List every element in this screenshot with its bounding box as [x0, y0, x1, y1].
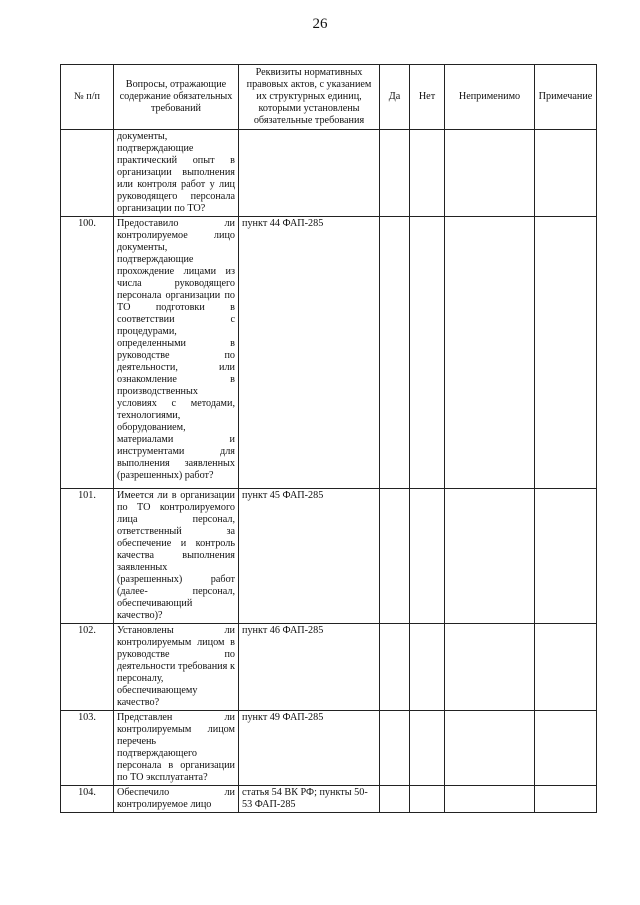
cell-no: [410, 130, 445, 217]
cell-yes: [380, 624, 410, 711]
row-num: [61, 130, 114, 217]
table-row: [61, 130, 597, 217]
row-num: 104.: [61, 786, 114, 813]
row-num: 101.: [61, 489, 114, 624]
cell-yes: [380, 489, 410, 624]
row-reference: пункт 46 ФАП-285: [239, 624, 380, 711]
col-header-question: Вопросы, отражающие содержание обязательных требований: [114, 65, 239, 130]
cell-note: [535, 489, 597, 624]
row-question: Представлен ли контролируемым лицом перечень подтверждающего персонала в организации по ТО эксплуатанта?: [114, 711, 239, 786]
col-header-note: Примечание: [535, 65, 597, 130]
cell-not-applicable: [445, 130, 535, 217]
table-row: [61, 786, 597, 813]
row-reference: [239, 130, 380, 217]
table-row: [61, 711, 597, 786]
cell-no: [410, 711, 445, 786]
table-row: [61, 624, 597, 711]
row-num: 100.: [61, 217, 114, 489]
row-reference: пункт 49 ФАП-285: [239, 711, 380, 786]
cell-yes: [380, 130, 410, 217]
cell-note: [535, 624, 597, 711]
cell-yes: [380, 786, 410, 813]
col-header-yes: Да: [380, 65, 410, 130]
cell-not-applicable: [445, 489, 535, 624]
cell-not-applicable: [445, 786, 535, 813]
cell-no: [410, 786, 445, 813]
table-row: [61, 217, 597, 489]
row-num: 102.: [61, 624, 114, 711]
cell-note: [535, 711, 597, 786]
cell-yes: [380, 217, 410, 489]
row-question: Установлены ли контролируемым лицом в руководстве по деятельности требования к персоналу, обеспечивающему качество?: [114, 624, 239, 711]
col-header-no: Нет: [410, 65, 445, 130]
cell-not-applicable: [445, 711, 535, 786]
cell-no: [410, 217, 445, 489]
cell-no: [410, 489, 445, 624]
row-reference: статья 54 ВК РФ; пункты 50-53 ФАП-285: [239, 786, 380, 813]
row-question: Обеспечило ли контролируемое лицо: [114, 786, 239, 813]
col-header-num: № п/п: [61, 65, 114, 130]
row-question: документы, подтверждающие практический опыт в организации выполнения или контроля работ у лиц руководящего персонала организации по ТО?: [114, 130, 239, 217]
cell-not-applicable: [445, 624, 535, 711]
cell-note: [535, 217, 597, 489]
row-reference: пункт 44 ФАП-285: [239, 217, 380, 489]
row-reference: пункт 45 ФАП-285: [239, 489, 380, 624]
requirements-table: [60, 64, 597, 813]
col-header-not-applicable: Неприменимо: [445, 65, 535, 130]
cell-no: [410, 624, 445, 711]
cell-note: [535, 130, 597, 217]
row-question: Предоставило ли контролируемое лицо документы, подтверждающие прохождение лицами из числа руководящего персонала организации по ТО подготовки в соответствии с процедурами, определенными в руководстве по деятельности, или ознакомление в производственных условиях с методами, технологиями, оборудованием, материалами и инструментами для выполнения заявленных (разрешенных) работ?: [114, 217, 239, 489]
table-row: [61, 489, 597, 624]
table-header-row: [61, 65, 597, 130]
cell-note: [535, 786, 597, 813]
col-header-requisites: Реквизиты нормативных правовых актов, с указанием их структурных единиц, которыми установлены обязательные требования: [239, 65, 380, 130]
cell-not-applicable: [445, 217, 535, 489]
row-question: Имеется ли в организации по ТО контролируемого лица персонал, ответственный за обеспечение и контроль качества выполнения заявленных (разрешенных) работ (далее- персонал, обеспечивающий качество)?: [114, 489, 239, 624]
page-number: 26: [312, 16, 328, 32]
row-num: 103.: [61, 711, 114, 786]
cell-yes: [380, 711, 410, 786]
